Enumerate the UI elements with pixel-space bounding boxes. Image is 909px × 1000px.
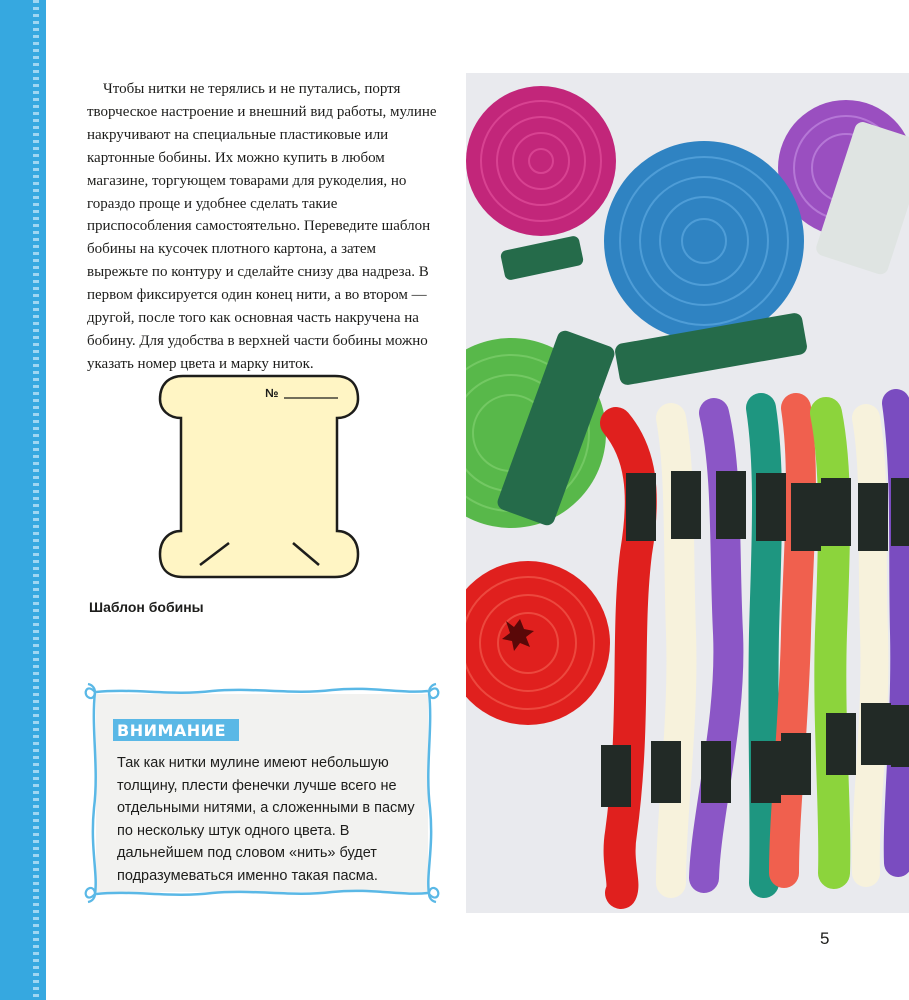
blue-yarn-ball	[604, 141, 808, 386]
bobbin-outline	[160, 376, 358, 577]
notice-box	[82, 678, 442, 908]
notice-title: ВНИМАНИЕ	[117, 721, 226, 740]
side-stripe	[0, 0, 46, 1000]
yarn-photo	[466, 73, 909, 913]
bobbin-number-label: №	[265, 386, 279, 400]
page-number: 5	[820, 929, 830, 948]
notice-text: Так как нитки мулине имеют небольшую толщину, плести фенечки лучше всего не отдельными нитями, а сложенными в пасму по нескольку штук одного цвета. В дальнейшем под словом «нить» будет подразумеваться именно такая пасма.	[117, 755, 415, 884]
stitch-decoration	[33, 0, 39, 1000]
body-paragraph: Чтобы нитки не терялись и не путались, портя творческое настроение и внешний вид работы, мулине накручивают на специальные пластиковые или картонные бобины. Их можно купить в любом магазине, торгующем товарами для рукоделия, но гораздо проще и удобнее сделать такие приспособления самостоятельно. Переведите шаблон бобины на кусочек плотного картона, а затем вырежьте по контуру и сделайте снизу два надреза. В первом фиксируется один конец нити, а во втором — другой, после того как основная часть накручена на бобину. Для удобства в верхней части бобины можно указать номер цвета и марку ниток.	[87, 81, 437, 372]
bobbin-template	[157, 373, 361, 581]
bobbin-caption: Шаблон бобины	[89, 599, 204, 615]
